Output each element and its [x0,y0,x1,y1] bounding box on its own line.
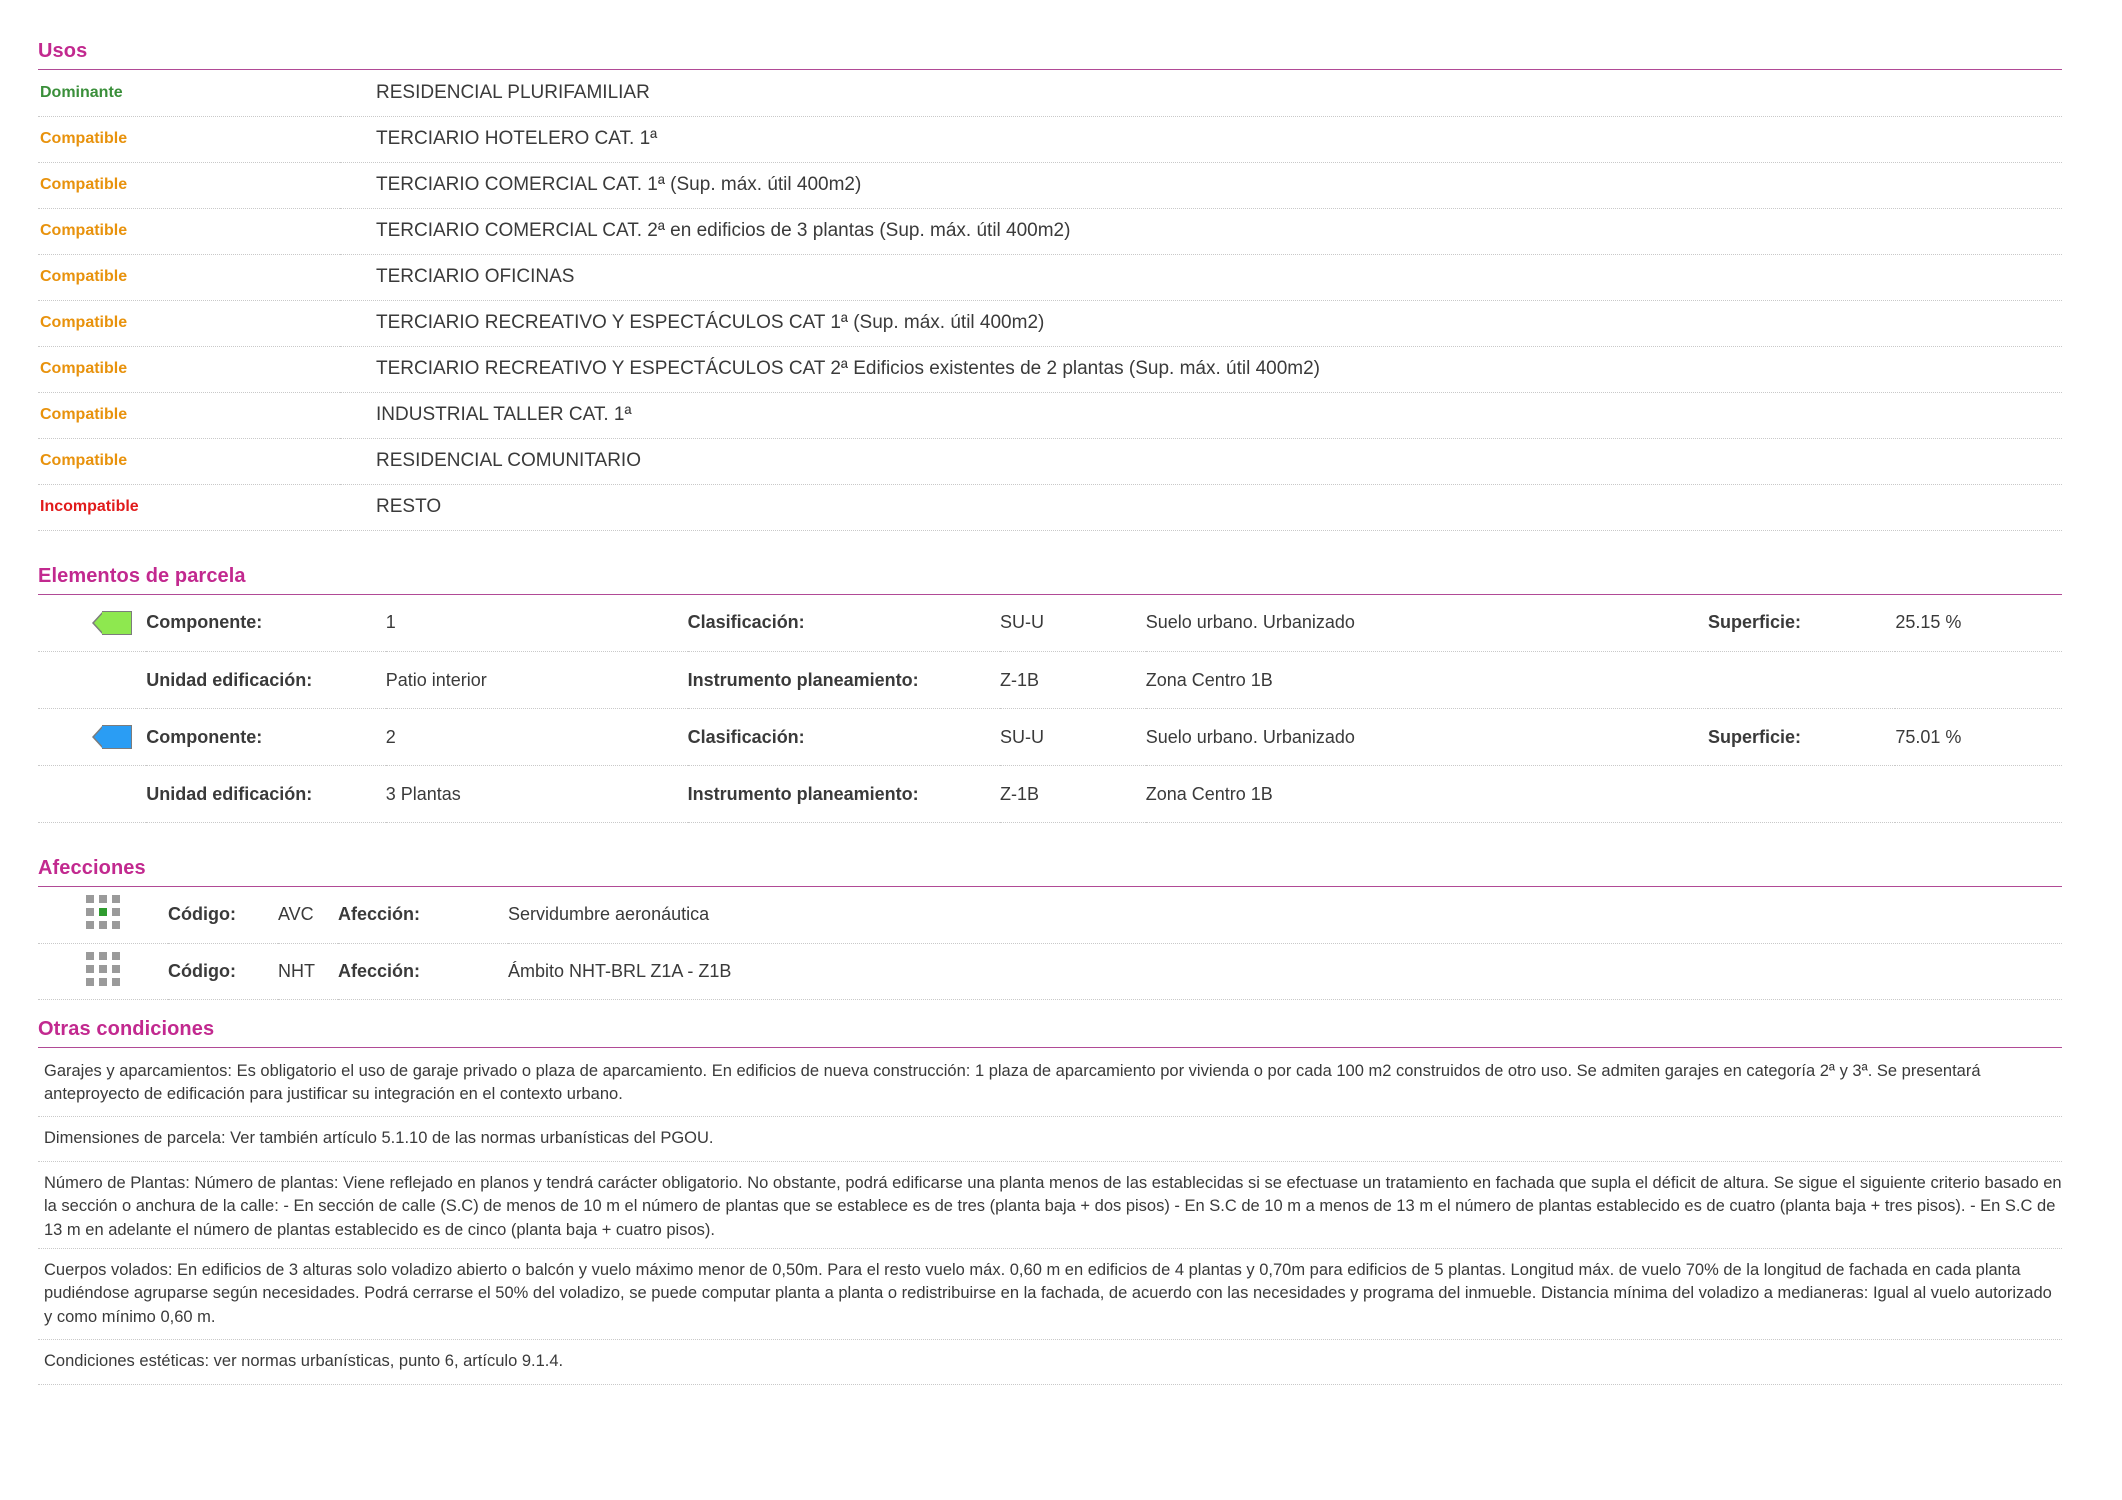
otras-condiciones-section [38,1018,2062,1385]
hatch-pattern-icon [86,952,120,986]
spacer [38,531,2062,565]
table-row [38,709,2062,766]
unidad-edificacion-label: Unidad edificación: [146,766,385,823]
componente-value: 2 [386,709,688,766]
codigo-value: NHT [278,943,338,999]
superficie-label: Superficie: [1708,595,1895,652]
componente-value: 1 [386,595,688,652]
empty-cell [38,652,146,709]
usos-section-title: Usos [38,40,88,62]
usos-category: Compatible [38,208,340,254]
list-item: Garajes y aparcamientos: Es obligatorio el uso de garaje privado o plaza de aparcamiento. En edificios de nueva construcción: 1 plaza de aparcamiento por vivienda o por cada 100 m2 construidos de otro uso. Se admiten garajes en categoría 2ª y 3ª. Se presentará anteproyecto de edificación para justificar su integración en el contexto urbano. [38,1050,2062,1118]
clasificacion-label: Clasificación: [688,595,1000,652]
componente-label: Componente: [146,595,385,652]
afecciones-section [38,857,2062,1000]
usos-value: TERCIARIO HOTELERO CAT. 1ª [340,116,2062,162]
otras-condiciones-section-title: Otras condiciones [38,1017,215,1040]
elementos-parcela-table [38,595,2062,824]
usos-value: RESIDENCIAL COMUNITARIO [340,438,2062,484]
table-row [38,346,2062,392]
table-row [38,887,2062,943]
clasificacion-text: Suelo urbano. Urbanizado [1146,709,1708,766]
component-marker-cell [38,709,146,766]
elementos-parcela-section-title: Elementos de parcela [38,564,246,587]
empty-cell [1895,652,2062,709]
afecciones-section-title: Afecciones [38,857,146,879]
afecciones-table [38,887,2062,1000]
instrumento-text: Zona Centro 1B [1146,652,1708,709]
afeccion-value: Ámbito NHT-BRL Z1A - Z1B [508,943,2062,999]
usos-value: TERCIARIO RECREATIVO Y ESPECTÁCULOS CAT 1ª (Sup. máx. útil 400m2) [340,300,2062,346]
elementos-parcela-section [38,565,2062,824]
usos-table [38,70,2062,531]
list-item: Cuerpos volados: En edificios de 3 alturas solo voladizo abierto o balcón y vuelo máximo menor de 0,50m. Para el resto vuelo máx. 0,60 m en edificios de 4 plantas y 0,70m para edificios de 5 plantas. Longitud máx. de vuelo 70% de la longitud de fachada en cada planta pudiéndose agruparse según necesidades. Podrá cerrarse el 50% del voladizo, se puede computar planta a planta o redistribuirse en la fachada, de acuerdo con las necesidades y programa del inmueble. Distancia mínima del voladizo a medianeras: Igual al vuelo autorizado y como mínimo 0,60 m. [38,1249,2062,1340]
otras-condiciones-section-divider [38,1047,2062,1048]
usos-value: TERCIARIO COMERCIAL CAT. 1ª (Sup. máx. útil 400m2) [340,162,2062,208]
superficie-label: Superficie: [1708,709,1895,766]
usos-category: Compatible [38,254,340,300]
instrumento-text: Zona Centro 1B [1146,766,1708,823]
hatch-pattern-icon [86,895,120,929]
component-marker-cell [38,595,146,652]
clasificacion-code: SU-U [1000,595,1146,652]
usos-category: Compatible [38,162,340,208]
instrumento-label: Instrumento planeamiento: [688,652,1000,709]
list-item: Condiciones estéticas: ver normas urbanísticas, punto 6, artículo 9.1.4. [38,1340,2062,1384]
spacer [38,1000,2062,1018]
clasificacion-text: Suelo urbano. Urbanizado [1146,595,1708,652]
instrumento-code: Z-1B [1000,766,1146,823]
clasificacion-code: SU-U [1000,709,1146,766]
table-row [38,595,2062,652]
usos-category: Compatible [38,392,340,438]
green-tag-icon [92,611,132,635]
usos-value: TERCIARIO RECREATIVO Y ESPECTÁCULOS CAT 2ª Edificios existentes de 2 plantas (Sup. máx. útil 400m2) [340,346,2062,392]
pattern-swatch-cell [38,887,168,943]
list-item: Dimensiones de parcela: Ver también artículo 5.1.10 de las normas urbanísticas del PGOU. [38,1117,2062,1161]
otras-condiciones-list [38,1050,2062,1385]
table-row [38,208,2062,254]
superficie-value: 75.01 % [1895,709,2062,766]
codigo-label: Código: [168,887,278,943]
usos-category: Compatible [38,300,340,346]
table-row [38,392,2062,438]
table-row [38,438,2062,484]
table-row [38,484,2062,530]
usos-value: RESTO [340,484,2062,530]
table-row [38,254,2062,300]
usos-value: INDUSTRIAL TALLER CAT. 1ª [340,392,2062,438]
empty-cell [38,766,146,823]
pattern-swatch-cell [38,943,168,999]
usos-section [38,40,2062,531]
afeccion-label: Afección: [338,887,508,943]
table-row [38,943,2062,999]
codigo-label: Código: [168,943,278,999]
superficie-value: 25.15 % [1895,595,2062,652]
usos-value: TERCIARIO OFICINAS [340,254,2062,300]
unidad-edificacion-value: Patio interior [386,652,688,709]
afeccion-label: Afección: [338,943,508,999]
usos-category: Dominante [38,70,340,116]
usos-category: Compatible [38,438,340,484]
instrumento-label: Instrumento planeamiento: [688,766,1000,823]
table-row [38,300,2062,346]
table-row [38,116,2062,162]
table-row [38,162,2062,208]
componente-label: Componente: [146,709,385,766]
unidad-edificacion-value: 3 Plantas [386,766,688,823]
table-row [38,652,2062,709]
usos-category: Compatible [38,346,340,392]
codigo-value: AVC [278,887,338,943]
instrumento-code: Z-1B [1000,652,1146,709]
empty-cell [1895,766,2062,823]
unidad-edificacion-label: Unidad edificación: [146,652,385,709]
table-row [38,766,2062,823]
usos-value: RESIDENCIAL PLURIFAMILIAR [340,70,2062,116]
clasificacion-label: Clasificación: [688,709,1000,766]
list-item: Número de Plantas: Número de plantas: Viene reflejado en planos y tendrá carácter obligatorio. No obstante, podrá edificarse una planta menos de las establecidas si se efectuase un tratamiento en fachada que supla el déficit de altura. Se sigue el siguiente criterio basado en la sección o anchura de la calle: - En sección de calle (S.C) de menos de 10 m el número de plantas que se establece es de tres (planta baja + dos pisos) - En S.C de 10 m a menos de 13 m el número de plantas establecido es de cuatro (planta baja + tres pisos). - En S.C de 13 m en adelante el número de plantas establecido es de cinco (planta baja + cuatro pisos). [38,1162,2062,1249]
empty-cell [1708,766,1895,823]
usos-category: Incompatible [38,484,340,530]
empty-cell [1708,652,1895,709]
usos-value: TERCIARIO COMERCIAL CAT. 2ª en edificios de 3 plantas (Sup. máx. útil 400m2) [340,208,2062,254]
usos-category: Compatible [38,116,340,162]
table-row [38,70,2062,116]
afeccion-value: Servidumbre aeronáutica [508,887,2062,943]
blue-tag-icon [92,725,132,749]
spacer [38,823,2062,857]
